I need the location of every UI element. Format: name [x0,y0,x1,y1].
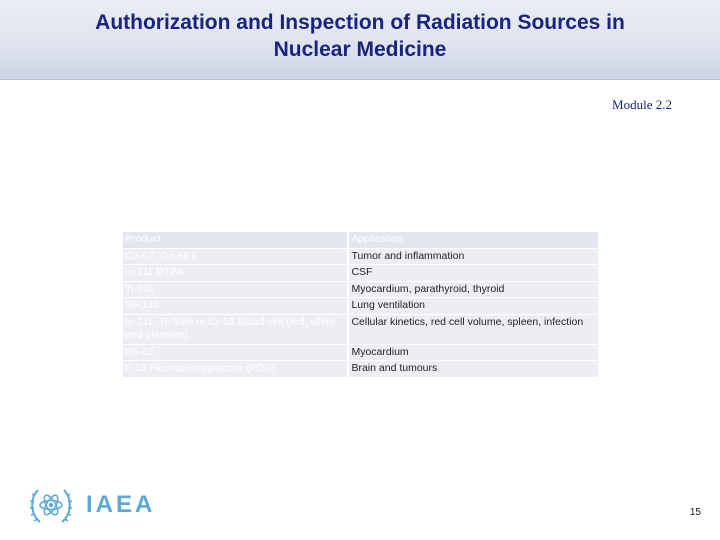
slide-header [0,0,720,80]
application-cell: Brain and tumours [349,361,598,377]
slide-title [0,9,720,63]
product-cell: F-18 Fluorodeoxyglucose (FDG) [123,361,347,377]
products-table [121,231,600,378]
iaea-logo-text: IAEA [86,491,156,518]
product-cell: Xe-133 [123,298,347,314]
page-number: 15 [689,507,701,518]
product-cell: In-111, Tc-99m or Cr-51 Blood cell (red, white and platelets) [123,315,347,344]
application-cell: Cellular kinetics, red cell volume, spleen, infection [349,315,598,344]
slide-title-line2: Nuclear Medicine [273,38,447,61]
table-row [123,249,598,265]
application-cell: CSF [349,265,598,281]
application-cell: Lung ventilation [349,298,598,314]
product-cell: In-111 DTPA [123,265,347,281]
table-row [123,315,598,344]
table-header-row [123,232,598,248]
header-application: Application [349,232,598,248]
table-row [123,361,598,377]
iaea-emblem-icon [28,482,74,528]
application-cell: Myocardium [349,345,598,361]
product-cell: Rb-82 [123,345,347,361]
product-cell: Tl-201 [123,282,347,298]
table-row [123,298,598,314]
product-cell: Ga-67, Ga-68 ( [123,249,347,265]
module-label: Module 2.2 [612,97,672,112]
slide-title-line1: Authorization and Inspection of Radiation Sources in [95,11,625,34]
table-row [123,282,598,298]
header-product: Product [123,232,347,248]
application-cell: Tumor and inflammation [349,249,598,265]
application-cell: Myocardium, parathyroid, thyroid [349,282,598,298]
table-row [123,265,598,281]
table-row [123,345,598,361]
